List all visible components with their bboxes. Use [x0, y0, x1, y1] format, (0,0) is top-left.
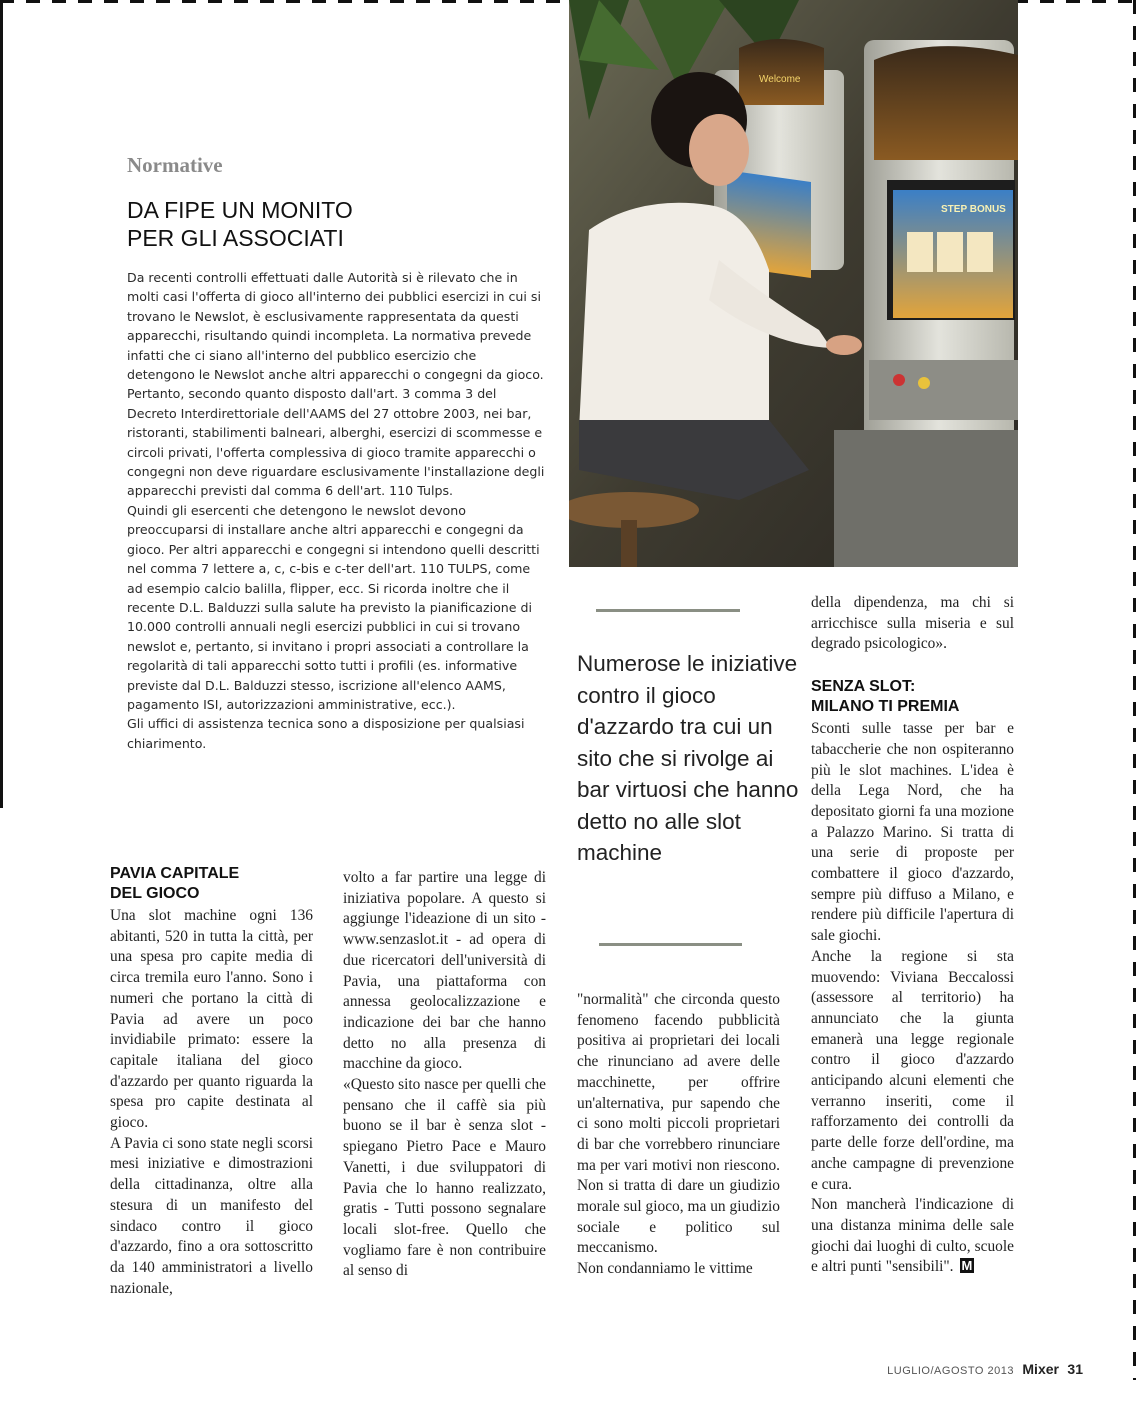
left-margin-rule [0, 0, 3, 808]
pull-quote-rule-bottom [599, 943, 742, 946]
article-paragraph: "normalità" che circonda questo fenomeno facendo pubblicità positiva ai proprietari dei locali che rinunciano ad avere delle macchinette, per offrire un'alternativa, pur sapendo che ci sono molti piccoli proprietari di bar che vorrebbero rinunciare ma per vari motivi non riescono. Non si tratta di dare un giudizio morale sul gioco, ma un giudizio sociale e politico sul meccanismo. [577, 991, 780, 1257]
intro-paragraph: Pertanto, secondo quanto disposto dall'art. 3 comma 3 del Decreto Interdirettoriale dell'AAMS del 27 ottobre 2003, nei bar, ristoranti, stabilimenti balneari, alberghi, esercizi di scommesse e circoli privati, l'offerta complessiva di gioco tramite apparecchi o congegni non deve riguardare esclusivamente l'installazione degli apparecchi previsti dal comma 6 dell'art. 110 Tulps. [127, 386, 545, 499]
back-machine-label: Welcome [759, 74, 801, 85]
headline-line-2: PER GLI ASSOCIATI [127, 225, 344, 251]
article-paragraph: Non condanniamo le vittime [577, 1260, 753, 1278]
front-machine-label: STEP BONUS [941, 204, 1006, 215]
article-paragraph: Non mancherà l'indicazione di una distanza minima delle sale giochi dai luoghi di culto, scuole e altri punti "sensibili". M [811, 1196, 1014, 1276]
page-number: 31 [1067, 1361, 1083, 1377]
pavia-column-1 [110, 864, 313, 1299]
intro-paragraph: Gli uffici di assistenza tecnica sono a disposizione per qualsiasi chiarimento. [127, 716, 525, 751]
article-headline [127, 196, 547, 252]
pavia-heading: PAVIA CAPITALE DEL GIOCO [110, 865, 240, 902]
headline-line-1: DA FIPE UN MONITO [127, 197, 353, 223]
milano-heading: SENZA SLOT: MILANO TI PREMIA [811, 678, 960, 716]
pull-quote-rule-top [596, 609, 740, 612]
intro-article [127, 268, 547, 753]
magazine-end-mark-icon: M [961, 1258, 973, 1274]
intro-paragraph: Da recenti controlli effettuati dalle Autorità si è rilevato che in molti casi l'offerta di gioco all'interno dei pubblici esercizi in cui si trovano le Newslot, è esclusivamente rappresentata da questi apparecchi, risultando quindi incompleta. La normativa prevede infatti che ci siano all'interno del pubblico esercizio che detengono le Newslot anche altri apparecchi o congegni da gioco. [127, 270, 544, 383]
page-footer [887, 1361, 1083, 1379]
article-paragraph: A Pavia ci sono state negli scorsi mesi iniziative e dimostrazioni della cittadinanza, oltre alla stesura di un manifesto del sindaco contro il gioco d'azzardo, fino a ora sottoscritto da 140 amministratori a livello nazionale, [110, 1134, 313, 1297]
slot-machine-photo [569, 0, 1018, 567]
pavia-column-3 [577, 990, 780, 1280]
article-paragraph: Una slot machine ogni 136 abitanti, 520 in tutta la città, per una spesa pro capite media di circa tremila euro l'anno. Sono i numeri che portano la città di Pavia ad avere un poco invidiabile primato: essere la capitale italiana del gioco d'azzardo per quanto riguarda la spesa pro capite destinata al gioco. [110, 907, 313, 1132]
article-paragraph: Anche la regione si sta muovendo: Viviana Beccalossi (assessore al territorio) ha annunciato che la giunta emanerà una legge regionale contro il gioco d'azzardo anticipando alcuni elementi che verranno inseriti, come il rafforzamento dei controlli da parte delle forze dell'ordine, ma anche campagne di prevenzione e cura. [811, 947, 1014, 1193]
article-paragraph: «Questo sito nasce per quelli che pensano che il caffè sia più buono se il bar è senza slot - spiegano Pietro Pace e Mauro Vanetti, i due sviluppatori di Pavia che lo hanno realizzato, gratis - Tutti possono segnalare locali slot-free. Quello che vogliamo fare è non contribuire al senso di [343, 1076, 547, 1280]
milano-column [811, 593, 1014, 1278]
intro-paragraph: Quindi gli esercenti che detengono le newslot devono preoccuparsi di installare anche altri apparecchi e congegni da gioco. Per altri apparecchi e congegni si intendono quelli descritti nel comma 7 lettere a, c, c-bis e c-ter dell'art. 110 TULPS, come ad esempio calcio balilla, flipper, ecc. Si ricorda inoltre che il recente D.L. Balduzzi sulla salute ha previsto la pianificazione di 10.000 controlli annuali negli esercizi pubblici in cui si trovano newslot e, pertanto, si invitano i propri associati a controllare la regolarità di tali apparecchi sotto tutti i profili (es. informative previste dal D.L. Balduzzi stesso, iscrizione all'elenco AAMS, pagamento ISI, autorizzazioni amministrative, ecc.). [127, 502, 540, 712]
article-paragraph: Sconti sulle tasse per bar e tabaccherie che non ospiteranno più le slot machines. L'idea è della Lega Nord, che ha depositato giorni fa una mozione a Palazzo Marino. Si tratta di una serie di proposte per combattere il gioco d'azzardo, sempre più diffuso a Milano, e rendere più difficile l'apertura di sale giochi. [811, 720, 1014, 945]
pull-quote: Numerose le iniziative contro il gioco d'azzardo tra cui un sito che si rivolge ai bar virtuosi che hanno detto no alle slot machine [577, 651, 799, 865]
issue-date: LUGLIO/AGOSTO 2013 [887, 1365, 1014, 1377]
article-paragraph: della dipendenza, ma chi si arricchisce sulla miseria e sul degrado psicologico». [811, 594, 1014, 653]
section-label: Normative [127, 153, 223, 177]
right-border [1133, 0, 1136, 1380]
magazine-name: Mixer [1022, 1361, 1059, 1377]
article-paragraph: volto a far partire una legge di iniziativa popolare. A questo si aggiunge l'ideazione di un sito - www.senzaslot.it - ad opera di due ricercatori dell'università di Pavia, una piattaforma con annessa geolocalizzazione e indicazione dei bar che hanno detto no alla presenza di macchine da gioco. [343, 869, 546, 1073]
pavia-column-2 [343, 868, 546, 1282]
